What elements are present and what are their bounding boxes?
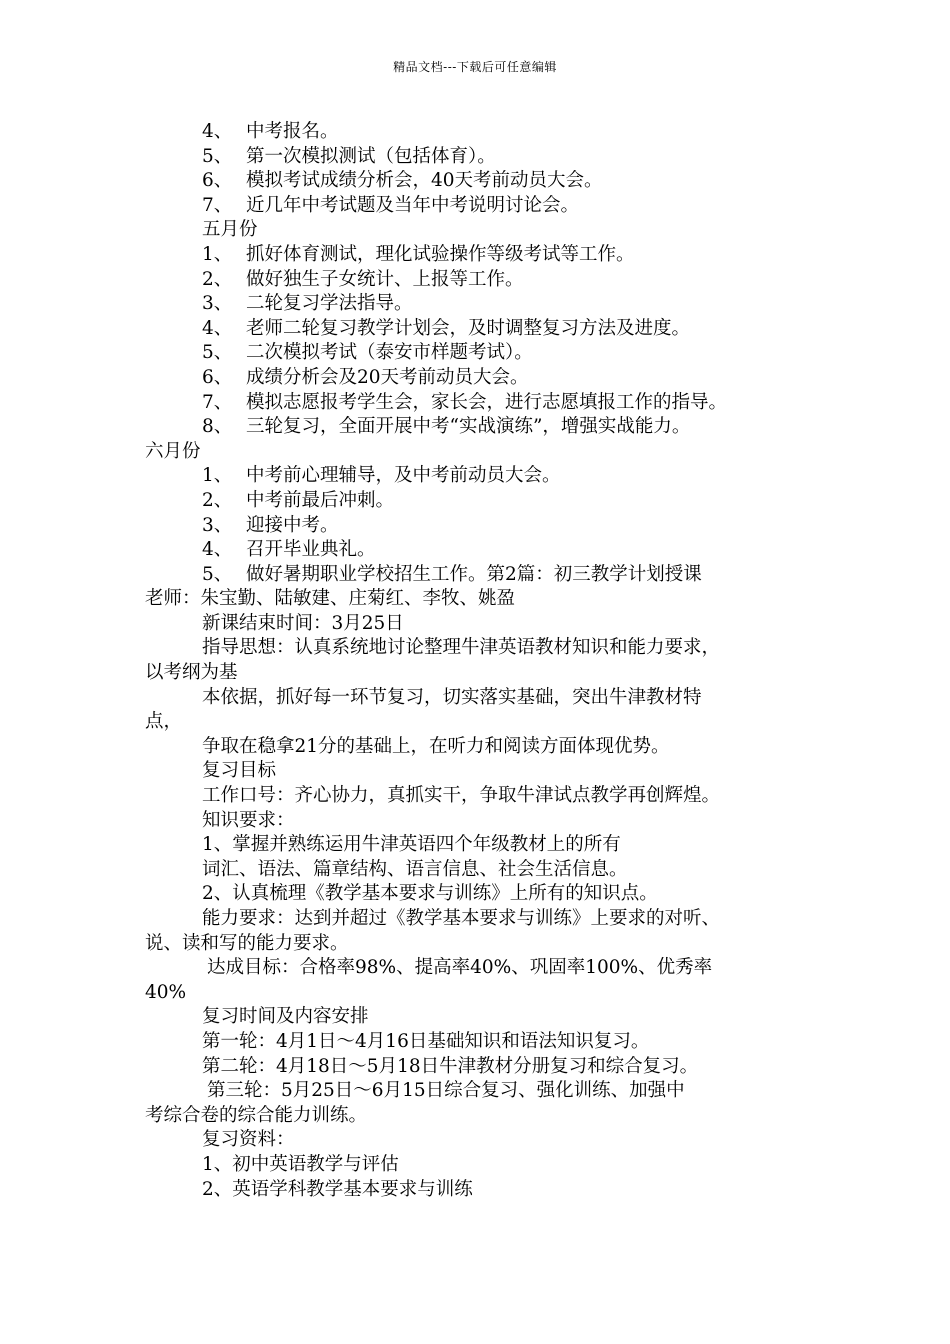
line-text: 成绩分析会及20天考前动员大会。 [246,366,529,388]
line-text: 中考前最后冲刺。 [246,489,395,511]
line-text: 词汇、语法、篇章结构、语言信息、社会生活信息。 [202,858,628,880]
text-line [145,243,810,268]
line-text: 五月份 [202,219,258,241]
text-line [145,981,810,1006]
text-line [145,366,810,391]
line-text: 中考前心理辅导，及中考前动员大会。 [246,465,561,487]
text-line [145,1055,810,1080]
list-number: 6、 [202,366,233,388]
text-line [145,636,810,661]
text-line [145,1030,810,1055]
list-number: 5、 [202,145,233,167]
line-text: 以考纲为基 [145,662,238,684]
text-line [145,1153,810,1178]
text-line [145,858,810,883]
text-line [145,317,810,342]
text-line [145,218,810,243]
line-text: 点， [145,711,183,733]
list-number: 7、 [202,194,233,216]
list-number: 4、 [202,539,233,561]
text-line [145,907,810,932]
list-number: 2、 [202,268,233,290]
line-text: 做好独生子女统计、上报等工作。 [246,268,524,290]
text-line [145,120,810,145]
list-number: 3、 [202,293,233,315]
text-line [145,341,810,366]
list-number: 6、 [202,170,233,192]
list-number: 5、 [202,563,233,585]
line-text: 老师二轮复习教学计划会，及时调整复习方法及进度。 [246,317,691,339]
line-text: 二轮复习学法指导。 [246,293,413,315]
text-line [145,514,810,539]
list-number: 1、 [202,465,233,487]
line-text: 复习目标 [202,760,277,782]
line-text: 说、读和写的能力要求。 [145,932,349,954]
text-line [145,1178,810,1203]
line-text: 抓好体育测试，理化试验操作等级考试等工作。 [246,243,635,265]
text-line [145,932,810,957]
line-text: 老师：朱宝勤、陆敏建、庄菊红、李牧、姚盈 [145,588,516,610]
line-text: 六月份 [145,440,201,462]
line-text: 知识要求： [202,809,295,831]
list-number: 8、 [202,416,233,438]
line-text: 指导思想：认真系统地讨论整理牛津英语教材知识和能力要求， [202,637,721,659]
text-line [145,956,810,981]
text-line [145,882,810,907]
text-line [145,612,810,637]
line-text: 1、初中英语教学与评估 [202,1153,399,1175]
line-text: 模拟考试成绩分析会，40天考前动员大会。 [246,170,603,192]
list-number: 7、 [202,391,233,413]
list-number: 4、 [202,317,233,339]
line-text: 第二轮：4月18日～5月18日牛津教材分册复习和综合复习。 [202,1055,699,1077]
page-header: 精品文档---下载后可任意编辑 [393,60,557,74]
text-line [145,145,810,170]
text-line [145,292,810,317]
line-text: 复习资料： [202,1129,295,1151]
line-text: 三轮复习，全面开展中考“实战演练”，增强实战能力。 [246,416,691,438]
text-line [145,833,810,858]
line-text: 第三轮：5月25日～6月15日综合复习、强化训练、加强中 [207,1080,685,1102]
line-text: 第一次模拟测试（包括体育）。 [246,145,496,167]
line-text: 近几年中考试题及当年中考说明讨论会。 [246,194,580,216]
text-line [145,563,810,588]
text-line [145,538,810,563]
text-line [145,464,810,489]
line-text: 1、掌握并熟练运用牛津英语四个年级教材上的所有 [202,834,621,856]
list-number: 1、 [202,243,233,265]
line-text: 模拟志愿报考学生会，家长会，进行志愿填报工作的指导。 [246,391,728,413]
list-number: 3、 [202,514,233,536]
line-text: 新课结束时间：3月25日 [202,612,404,634]
text-line [145,735,810,760]
line-text: 做好暑期职业学校招生工作。第2篇：初三教学计划授课 [246,563,702,585]
line-text: 能力要求：达到并超过《教学基本要求与训练》上要求的对听、 [202,908,721,929]
text-line [145,268,810,293]
list-number: 4、 [202,121,233,142]
line-text: 第一轮：4月1日～4月16日基础知识和语法知识复习。 [202,1030,650,1052]
line-text: 中考报名。 [246,121,339,142]
text-line [145,686,810,711]
text-line [145,169,810,194]
text-line [145,391,810,416]
document-body [145,120,810,1202]
list-number: 2、 [202,489,233,511]
text-line [145,1079,810,1104]
line-text: 复习时间及内容安排 [202,1006,369,1028]
line-text: 争取在稳拿21分的基础上，在听力和阅读方面体现优势。 [202,735,670,757]
line-text: 召开毕业典礼。 [246,539,376,561]
text-line [145,1104,810,1129]
text-line [145,489,810,514]
text-line [145,784,810,809]
line-text: 2、英语学科教学基本要求与训练 [202,1178,473,1200]
line-text: 达成目标：合格率98%、提高率40%、巩固率100%、优秀率 [207,957,713,979]
line-text: 考综合卷的综合能力训练。 [145,1104,368,1126]
text-line [145,587,810,612]
line-text: 2、认真梳理《教学基本要求与训练》上所有的知识点。 [202,883,658,905]
list-number: 5、 [202,342,233,364]
line-text: 迎接中考。 [246,514,339,536]
text-line [145,194,810,219]
text-line [145,710,810,735]
text-line [145,1128,810,1153]
line-text: 工作口号：齐心协力，真抓实干，争取牛津试点教学再创辉煌。 [202,785,721,807]
line-text: 40% [145,981,187,1003]
text-line [145,759,810,784]
text-line [145,440,810,465]
text-line [145,1005,810,1030]
line-text: 本依据，抓好每一环节复习，切实落实基础，突出牛津教材特 [202,686,702,708]
text-line [145,415,810,440]
line-text: 二次模拟考试（泰安市样题考试）。 [246,342,533,364]
text-line [145,809,810,834]
text-line [145,661,810,686]
